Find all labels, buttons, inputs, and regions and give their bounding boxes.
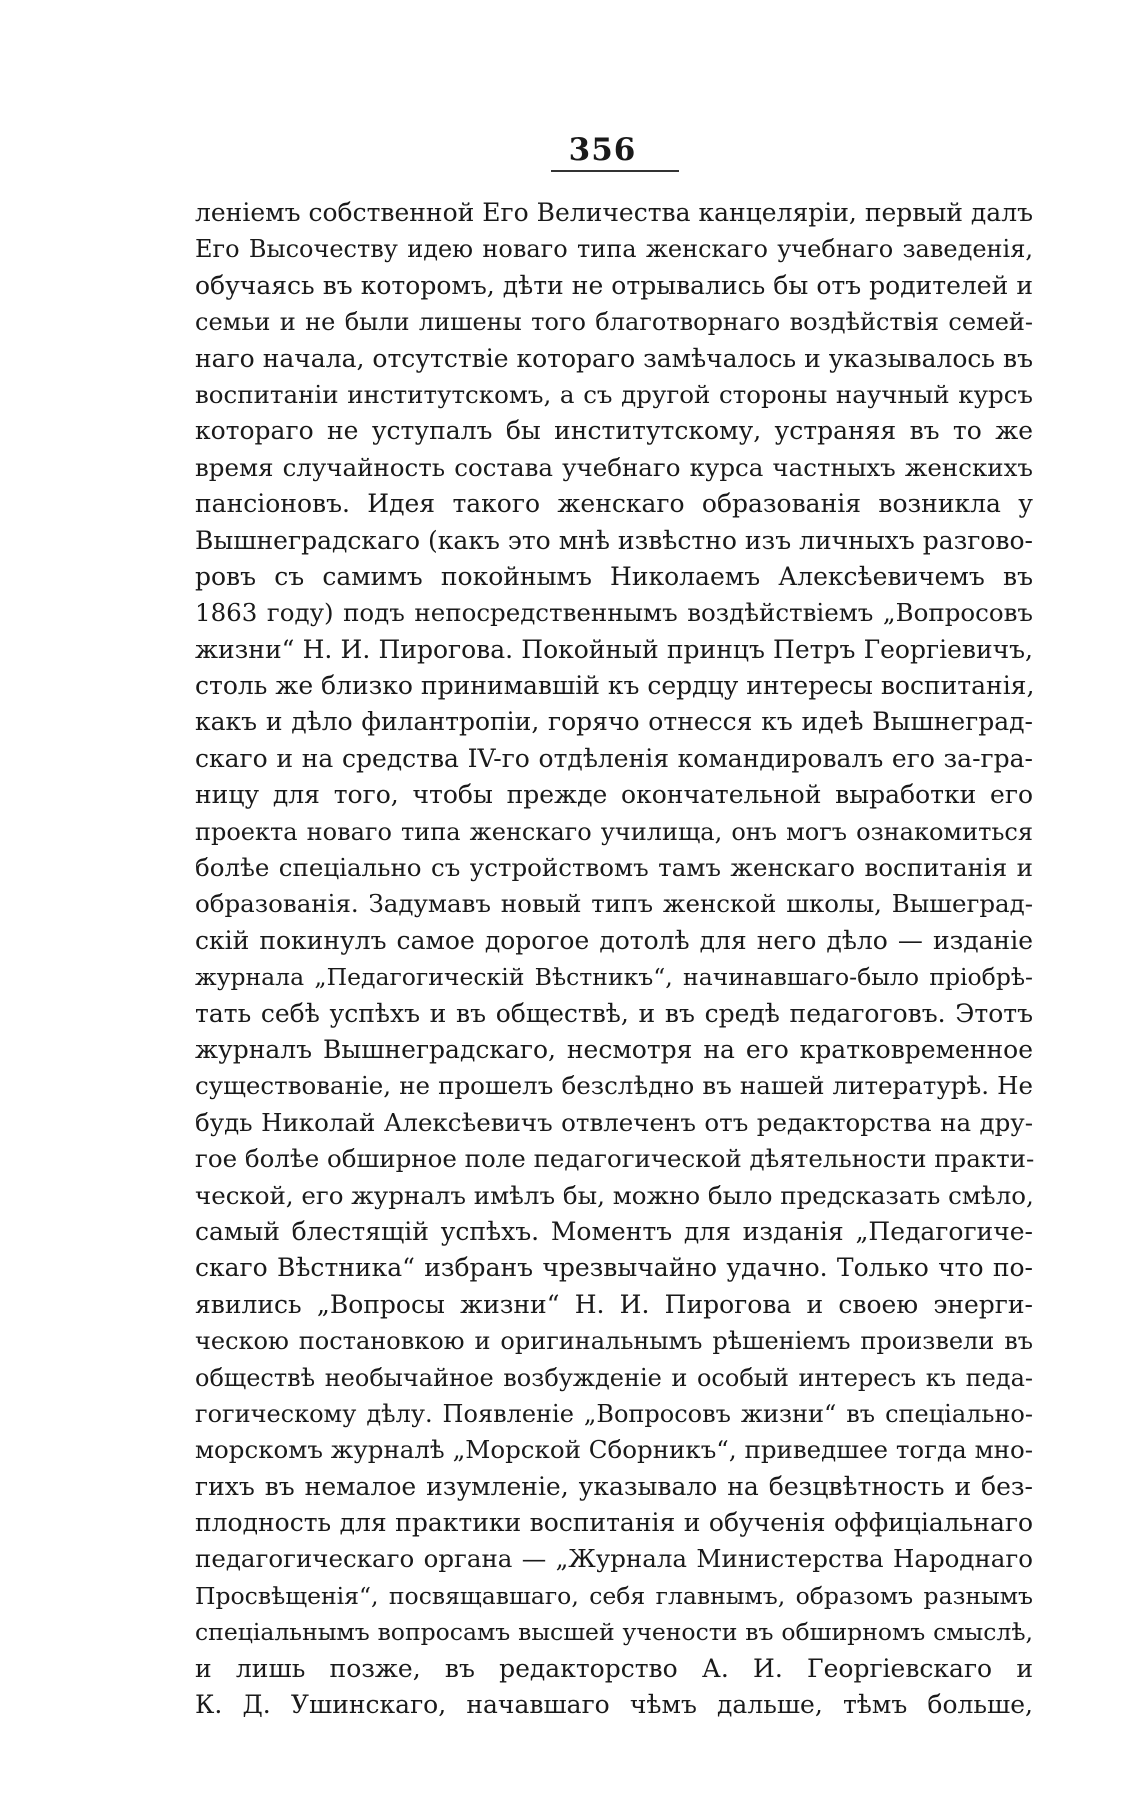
text-line-31: явились „Вопросы жизни“ Н. И. Пирогова и своею энерги- bbox=[195, 1289, 1033, 1319]
text-line-7: котораго не уступалъ бы институтскому, устраняя въ то же bbox=[195, 416, 1033, 446]
text-line-37: плодность для практики воспитанія и обученія оффиціальнаго bbox=[195, 1508, 1033, 1538]
text-line-27: гое болѣе обширное поле педагогической дѣятельности практи- bbox=[195, 1144, 1035, 1174]
text-line-41: и лишь позже, въ редакторство А. И. Георгіевскаго и bbox=[195, 1653, 1033, 1683]
text-line-25: существованіе, не прошелъ безслѣдно въ нашей литературѣ. Не bbox=[195, 1071, 1033, 1101]
text-line-3: обучаясь въ которомъ, дѣти не отрывались бы отъ родителей и bbox=[195, 270, 1033, 300]
body-text bbox=[195, 195, 1033, 1723]
text-line-1: леніемъ собственной Его Величества канцеляріи, первый далъ bbox=[195, 198, 1033, 227]
text-line-2: Его Высочеству идею новаго типа женскаго учебнаго заведенія, bbox=[195, 235, 1033, 264]
text-line-12: 1863 году) подъ непосредственнымъ воздѣйствіемъ „Вопросовъ bbox=[195, 598, 1033, 628]
text-line-28: ческой, его журналъ имѣлъ бы, можно было предсказать смѣло, bbox=[195, 1180, 1034, 1210]
text-line-20: образованія. Задумавъ новый типъ женской школы, Вышеград- bbox=[195, 889, 1033, 919]
text-line-38: педагогическаго органа — „Журнала Министерства Народнаго bbox=[195, 1544, 1033, 1574]
text-line-30: скаго Вѣстника“ избранъ чрезвычайно удачно. Только что по- bbox=[195, 1253, 1033, 1283]
text-line-39: Просвѣщенія“, посвящавшаго, себя главнымъ, образомъ разнымъ bbox=[195, 1581, 1033, 1610]
text-line-17: ницу для того, чтобы прежде окончательной выработки его bbox=[195, 780, 1033, 810]
text-line-21: скій покинулъ самое дорогое дотолѣ для него дѣло — изданіе bbox=[195, 925, 1033, 955]
header-rule bbox=[551, 170, 679, 172]
text-line-29: самый блестящій успѣхъ. Моментъ для изданія „Педагогиче- bbox=[195, 1216, 1033, 1246]
page-number: 356 bbox=[568, 132, 637, 168]
text-line-42: К. Д. Ушинскаго, начавшаго чѣмъ дальше, тѣмъ больше, bbox=[195, 1690, 1033, 1720]
text-line-36: гихъ въ немалое изумленіе, указывало на безцвѣтность и без- bbox=[195, 1471, 1033, 1501]
text-line-34: гогическому дѣлу. Появленіе „Вопросовъ жизни“ въ спеціально- bbox=[195, 1399, 1033, 1428]
text-line-26: будь Николай Алексѣевичъ отвлеченъ отъ редакторства на дру- bbox=[195, 1107, 1033, 1137]
text-line-24: журналъ Вышнеградскаго, несмотря на его кратковременное bbox=[195, 1034, 1033, 1064]
text-line-32: ческою постановкою и оригинальнымъ рѣшеніемъ произвели въ bbox=[195, 1327, 1033, 1356]
text-line-10: Вышнеградскаго (какъ это мнѣ извѣстно изъ личныхъ разгово- bbox=[195, 525, 1033, 555]
text-line-13: жизни“ Н. И. Пирогова. Покойный принцъ Петръ Георгіевичъ, bbox=[195, 634, 1033, 664]
text-line-6: воспитаніи институтскомъ, а съ другой стороны научный курсъ bbox=[195, 379, 1033, 409]
text-line-18: проекта новаго типа женскаго училища, онъ могъ ознакомиться bbox=[195, 817, 1033, 846]
text-line-35: морскомъ журналѣ „Морской Сборникъ“, приведшее тогда мно- bbox=[195, 1435, 1033, 1465]
text-line-16: скаго и на средства IV-го отдѣленія командировалъ его за-гра- bbox=[195, 743, 1033, 773]
text-line-5: наго начала, отсутствіе котораго замѣчалось и указывалось въ bbox=[195, 343, 1033, 373]
text-line-4: семьи и не были лишены того благотворнаго воздѣйствія семей- bbox=[195, 308, 1033, 337]
text-line-9: пансіоновъ. Идея такого женскаго образованія возникла у bbox=[195, 489, 1033, 519]
text-line-8: время случайность состава учебнаго курса частныхъ женскихъ bbox=[195, 452, 1033, 482]
text-line-11: ровъ съ самимъ покойнымъ Николаемъ Алексѣевичемъ въ bbox=[195, 561, 1033, 591]
text-line-22: журнала „Педагогическій Вѣстникъ“, начинавшаго-было пріобрѣ- bbox=[195, 963, 1033, 992]
text-line-14: столь же близко принимавшій къ сердцу интересы воспитанія, bbox=[195, 671, 1035, 701]
text-line-15: какъ и дѣло филантропіи, горячо отнесся къ идеѣ Вышнеград- bbox=[195, 707, 1033, 737]
text-line-19: болѣе спеціально съ устройствомъ тамъ женскаго воспитанія и bbox=[195, 853, 1033, 883]
text-line-40: спеціальнымъ вопросамъ высшей учености въ обширномъ смыслѣ, bbox=[195, 1618, 1033, 1647]
text-line-23: тать себѣ успѣхъ и въ обществѣ, и въ средѣ педагоговъ. Этотъ bbox=[195, 998, 1033, 1028]
text-line-33: обществѣ необычайное возбужденіе и особый интересъ къ педа- bbox=[195, 1363, 1033, 1392]
